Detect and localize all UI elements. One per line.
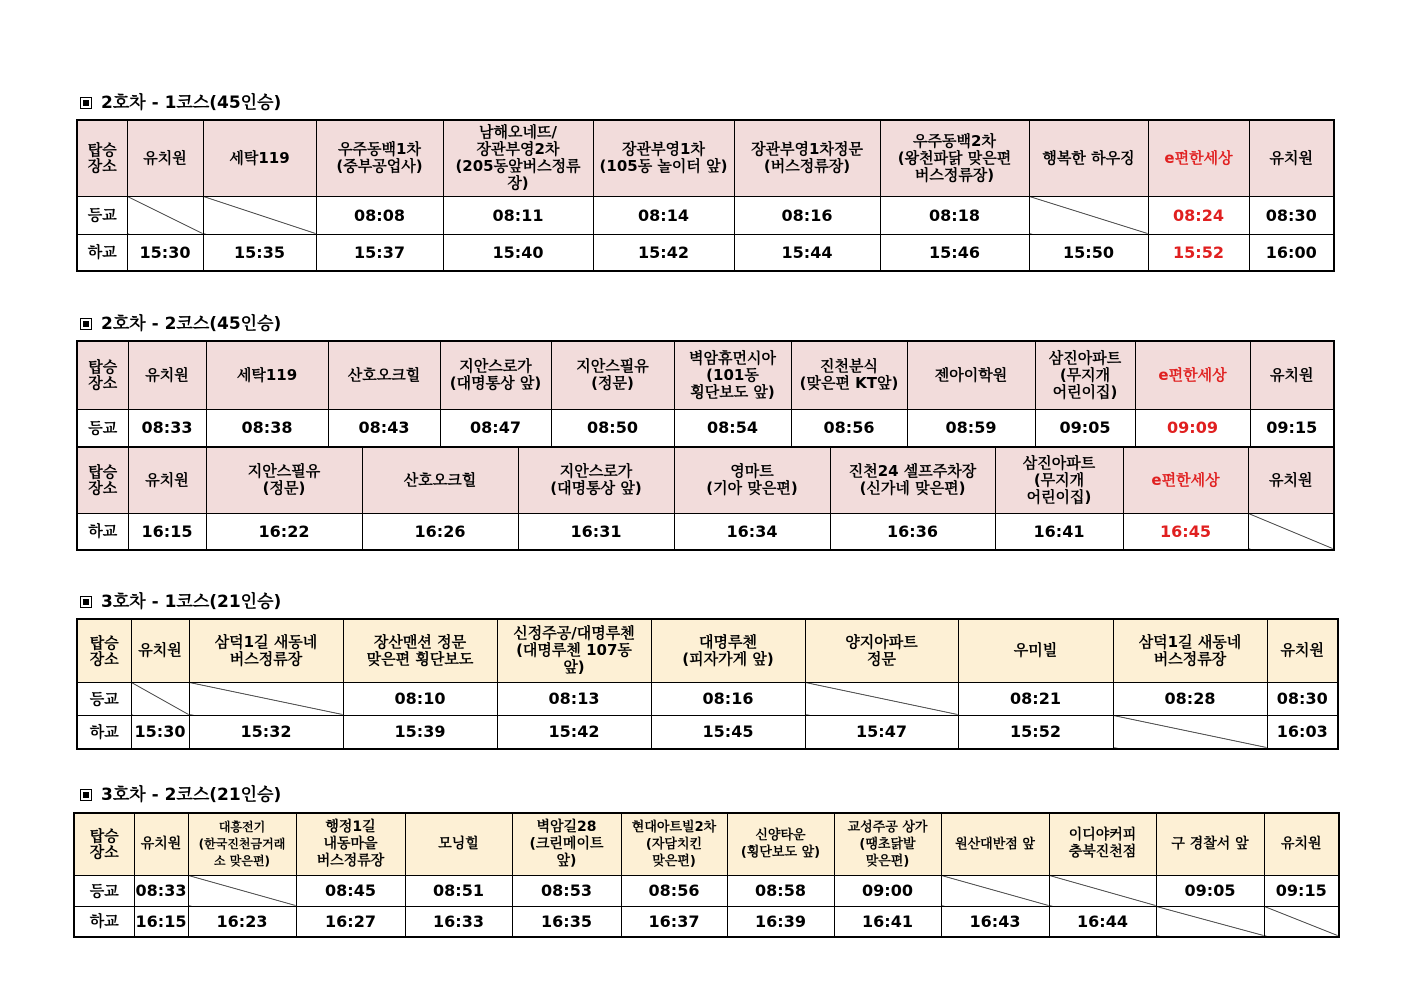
- time-cell: 16:39: [727, 906, 834, 937]
- time-cell: 16:41: [995, 513, 1123, 550]
- time-cell: 08:11: [443, 196, 593, 234]
- stop-cell: e편한세상: [1135, 341, 1250, 409]
- time-cell: 08:33: [134, 875, 188, 906]
- stop-cell: 원산대반점 앞: [941, 813, 1049, 875]
- stop-cell: 유치원: [127, 120, 203, 196]
- time-cell: 08:47: [440, 409, 551, 447]
- time-cell: 09:00: [834, 875, 941, 906]
- time-cell: 08:10: [343, 682, 497, 715]
- time-cell: 15:30: [127, 234, 203, 271]
- row-label-board: 탑승 장소: [77, 447, 128, 513]
- stop-cell: 유치원: [1249, 120, 1334, 196]
- row-label-board: 탑승 장소: [77, 619, 131, 682]
- row-label-back: 하교: [74, 906, 134, 937]
- schedule-table-3-1: [76, 618, 1339, 750]
- time-cell: 08:43: [328, 409, 440, 447]
- time-cell: 16:23: [188, 906, 296, 937]
- time-cell: 09:05: [1035, 409, 1135, 447]
- time-cell-empty: [805, 682, 958, 715]
- stop-cell: 대명루첸 (피자가게 앞): [651, 619, 805, 682]
- time-cell: 08:53: [512, 875, 621, 906]
- time-cell: 15:42: [497, 715, 651, 749]
- time-cell: 08:50: [551, 409, 674, 447]
- time-cell: 08:56: [621, 875, 727, 906]
- time-cell: 15:52: [1148, 234, 1249, 271]
- stop-cell: 유치원: [1250, 341, 1334, 409]
- stop-cell: 유치원: [1264, 813, 1339, 875]
- time-cell-empty: [203, 196, 316, 234]
- section-title: 3호차 - 2코스(21인승): [80, 780, 281, 805]
- time-cell: 15:52: [958, 715, 1113, 749]
- square-bullet-icon: [80, 97, 92, 109]
- stop-cell: 삼진아파트 (무지개 어린이집): [995, 447, 1123, 513]
- stop-cell: e편한세상: [1148, 120, 1249, 196]
- time-cell: 16:15: [134, 906, 188, 937]
- stop-cell: 영마트 (기아 맞은편): [674, 447, 830, 513]
- square-bullet-icon: [80, 318, 92, 330]
- stop-cell: 젠아이학원: [907, 341, 1035, 409]
- stop-cell: 삼덕1길 새동네 버스정류장: [189, 619, 343, 682]
- time-cell: 09:15: [1250, 409, 1334, 447]
- time-cell: 08:59: [907, 409, 1035, 447]
- stop-cell: 모닝힐: [405, 813, 512, 875]
- schedule-table-2-2-go: [76, 340, 1335, 448]
- stop-cell: 대흥전기 (한국진천금거래 소 맞은편): [188, 813, 296, 875]
- time-cell: 08:38: [206, 409, 328, 447]
- row-label-back: 하교: [77, 513, 128, 550]
- section-title: 3호차 - 1코스(21인승): [80, 587, 281, 612]
- time-cell-empty: [941, 875, 1049, 906]
- time-cell-empty: [188, 875, 296, 906]
- schedule-table-2-2-back: [76, 446, 1335, 551]
- time-cell: 08:30: [1267, 682, 1338, 715]
- row-label-go: 등교: [77, 409, 128, 447]
- stop-cell: 진천24 셀프주차장 (신가네 맞은편): [830, 447, 995, 513]
- time-cell: 16:15: [128, 513, 206, 550]
- time-cell: 08:51: [405, 875, 512, 906]
- stop-cell: 장관부영1차 (105동 놀이터 앞): [593, 120, 734, 196]
- stop-cell: 지안스로가 (대명통상 앞): [440, 341, 551, 409]
- time-cell: 08:24: [1148, 196, 1249, 234]
- time-cell: 15:32: [189, 715, 343, 749]
- section-title: 2호차 - 1코스(45인승): [80, 88, 281, 113]
- square-bullet-icon: [80, 596, 92, 608]
- row-label-go: 등교: [74, 875, 134, 906]
- time-cell: 16:03: [1267, 715, 1338, 749]
- stop-cell: 교성주공 상가 (땡초닭발 맞은편): [834, 813, 941, 875]
- time-cell: 08:58: [727, 875, 834, 906]
- row-label-go: 등교: [77, 682, 131, 715]
- stop-cell: 우미빌: [958, 619, 1113, 682]
- time-cell: 16:35: [512, 906, 621, 937]
- stop-cell: 진천분식 (맞은편 KT앞): [791, 341, 907, 409]
- time-cell: 15:30: [131, 715, 189, 749]
- time-cell-empty: [1156, 906, 1264, 937]
- time-cell: 09:05: [1156, 875, 1264, 906]
- schedule-table-2-1: [76, 119, 1335, 272]
- time-cell-empty: [1248, 513, 1334, 550]
- time-cell-empty: [127, 196, 203, 234]
- stop-cell: 유치원: [128, 341, 206, 409]
- stop-cell: 산호오크힐: [362, 447, 518, 513]
- stop-cell: 남해오네뜨/ 장관부영2차 (205동앞버스정류 장): [443, 120, 593, 196]
- time-cell: 09:15: [1264, 875, 1339, 906]
- time-cell-empty: [131, 682, 189, 715]
- time-cell: 09:09: [1135, 409, 1250, 447]
- stop-cell: 지안스로가 (대명통상 앞): [518, 447, 674, 513]
- stop-cell: 구 경찰서 앞: [1156, 813, 1264, 875]
- time-cell: 15:42: [593, 234, 734, 271]
- time-cell: 16:37: [621, 906, 727, 937]
- time-cell: 08:45: [296, 875, 405, 906]
- time-cell: 08:21: [958, 682, 1113, 715]
- stop-cell: 장산맨션 정문 맞은편 횡단보도: [343, 619, 497, 682]
- row-label-go: 등교: [77, 196, 127, 234]
- time-cell-empty: [1049, 875, 1156, 906]
- stop-cell: 유치원: [134, 813, 188, 875]
- time-cell: 16:44: [1049, 906, 1156, 937]
- time-cell: 16:43: [941, 906, 1049, 937]
- stop-cell: 이디야커피 충북진천점: [1049, 813, 1156, 875]
- stop-cell: 행복한 하우징: [1029, 120, 1148, 196]
- time-cell: 16:22: [206, 513, 362, 550]
- time-cell: 08:33: [128, 409, 206, 447]
- time-cell-empty: [1113, 715, 1267, 749]
- time-cell: 08:30: [1249, 196, 1334, 234]
- time-cell: 16:41: [834, 906, 941, 937]
- row-label-board: 탑승 장소: [74, 813, 134, 875]
- time-cell: 08:56: [791, 409, 907, 447]
- stop-cell: 현대아트빌2차 (자담치킨 맞은편): [621, 813, 727, 875]
- stop-cell: 세탁119: [203, 120, 316, 196]
- time-cell: 16:00: [1249, 234, 1334, 271]
- time-cell: 08:08: [316, 196, 443, 234]
- time-cell: 16:33: [405, 906, 512, 937]
- row-label-board: 탑승 장소: [77, 120, 127, 196]
- stop-cell: 행정1길 내동마을 버스정류장: [296, 813, 405, 875]
- row-label-board: 탑승 장소: [77, 341, 128, 409]
- stop-cell: 양지아파트 정문: [805, 619, 958, 682]
- stop-cell: 산호오크힐: [328, 341, 440, 409]
- time-cell: 08:14: [593, 196, 734, 234]
- time-cell: 15:44: [734, 234, 880, 271]
- stop-cell: 지안스필유 (정문): [551, 341, 674, 409]
- time-cell: 15:37: [316, 234, 443, 271]
- stop-cell: 벽암휴먼시아 (101동 횡단보도 앞): [674, 341, 791, 409]
- time-cell: 15:45: [651, 715, 805, 749]
- time-cell: 08:16: [734, 196, 880, 234]
- stop-cell: 장관부영1차정문 (버스정류장): [734, 120, 880, 196]
- time-cell: 16:45: [1123, 513, 1248, 550]
- stop-cell: 신양타운 (횡단보도 앞): [727, 813, 834, 875]
- stop-cell: e편한세상: [1123, 447, 1248, 513]
- stop-cell: 우주동백2차 (왕천파닭 맞은편 버스정류장): [880, 120, 1029, 196]
- stop-cell: 유치원: [128, 447, 206, 513]
- time-cell: 16:27: [296, 906, 405, 937]
- time-cell: 16:34: [674, 513, 830, 550]
- stop-cell: 세탁119: [206, 341, 328, 409]
- time-cell: 08:54: [674, 409, 791, 447]
- time-cell-empty: [189, 682, 343, 715]
- time-cell: 15:47: [805, 715, 958, 749]
- time-cell: 16:36: [830, 513, 995, 550]
- time-cell: 08:18: [880, 196, 1029, 234]
- time-cell: 08:16: [651, 682, 805, 715]
- time-cell: 16:31: [518, 513, 674, 550]
- stop-cell: 신정주공/대명루첸 (대명루첸 107동 앞): [497, 619, 651, 682]
- stop-cell: 삼덕1길 새동네 버스정류장: [1113, 619, 1267, 682]
- time-cell: 15:46: [880, 234, 1029, 271]
- stop-cell: 유치원: [1267, 619, 1338, 682]
- time-cell-empty: [1029, 196, 1148, 234]
- square-bullet-icon: [80, 789, 92, 801]
- stop-cell: 지안스필유 (정문): [206, 447, 362, 513]
- time-cell-empty: [1264, 906, 1339, 937]
- stop-cell: 유치원: [1248, 447, 1334, 513]
- time-cell: 15:40: [443, 234, 593, 271]
- row-label-back: 하교: [77, 715, 131, 749]
- section-title: 2호차 - 2코스(45인승): [80, 309, 281, 334]
- time-cell: 15:50: [1029, 234, 1148, 271]
- schedule-table-3-2: [73, 812, 1340, 938]
- row-label-back: 하교: [77, 234, 127, 271]
- time-cell: 08:13: [497, 682, 651, 715]
- stop-cell: 삼진아파트 (무지개 어린이집): [1035, 341, 1135, 409]
- stop-cell: 벽암길28 (크린메이트 앞): [512, 813, 621, 875]
- stop-cell: 우주동백1차 (중부공업사): [316, 120, 443, 196]
- time-cell: 15:39: [343, 715, 497, 749]
- stop-cell: 유치원: [131, 619, 189, 682]
- time-cell: 15:35: [203, 234, 316, 271]
- time-cell: 08:28: [1113, 682, 1267, 715]
- time-cell: 16:26: [362, 513, 518, 550]
